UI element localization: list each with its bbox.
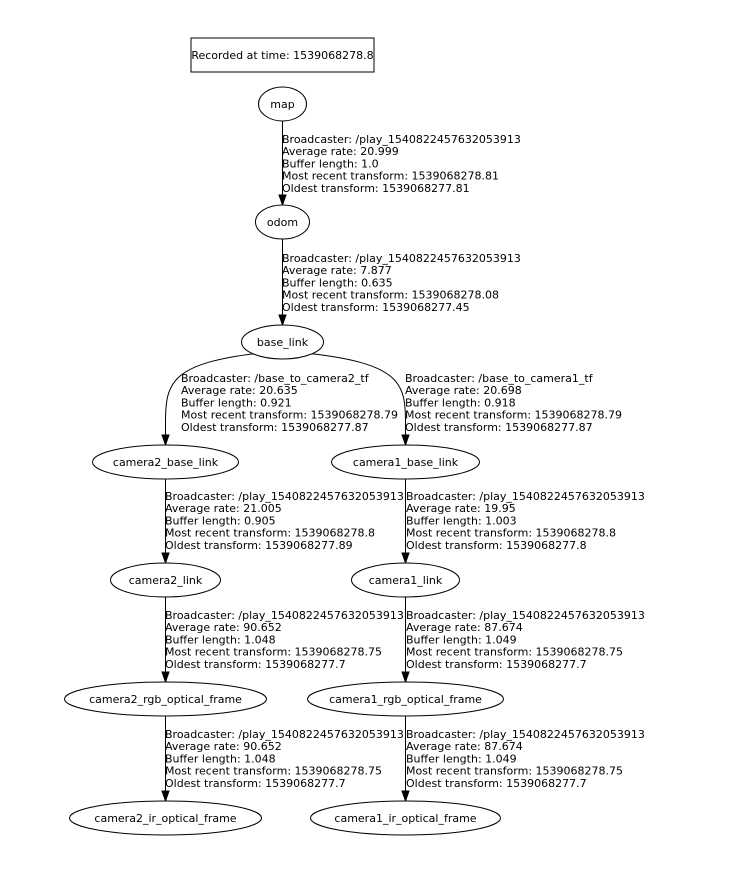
edge-label-line: Average rate: 87.674 [406, 740, 523, 754]
edge-label-line: Most recent transform: 1539068278.8 [165, 526, 376, 540]
node-camera2-ir-optical-frame [70, 801, 262, 835]
node-camera1-base-link [332, 445, 480, 479]
arrow-head-icon [279, 315, 286, 325]
edge-label-line: Most recent transform: 1539068278.75 [165, 645, 383, 659]
edge-label [181, 372, 398, 434]
edge-label-line: Broadcaster: /play_1540822457632053913 [282, 252, 521, 265]
edge-label-line: Broadcaster: /play_1540822457632053913 [165, 609, 404, 622]
edge-label-line: Broadcaster: /base_to_camera2_tf [181, 372, 369, 385]
edge-label-line: Oldest transform: 1539068277.7 [165, 657, 346, 671]
edge-label [406, 490, 645, 552]
node-label: base_link [256, 336, 309, 349]
arrow-head-icon [402, 672, 409, 682]
edge-label-line: Average rate: 19.95 [406, 502, 516, 516]
edge-label [282, 252, 521, 314]
edge-label-line: Oldest transform: 1539068277.89 [165, 538, 353, 552]
edge-label-line: Most recent transform: 1539068278.81 [282, 169, 500, 183]
edge-label-line: Buffer length: 1.049 [406, 752, 517, 766]
edge-label-line: Broadcaster: /play_1540822457632053913 [406, 609, 645, 622]
edge-label [165, 609, 404, 671]
node-label: camera2_base_link [112, 456, 219, 469]
edge-label-line: Oldest transform: 1539068277.81 [282, 181, 470, 195]
edge-label-line: Average rate: 87.674 [406, 621, 523, 635]
recorded-time-label: Recorded at time: 1539068278.8 [191, 49, 374, 62]
recorded-time-box [191, 38, 374, 72]
arrow-head-icon [279, 195, 286, 205]
edge-label-line: Most recent transform: 1539068278.08 [282, 288, 500, 302]
node-camera1-ir-optical-frame [311, 801, 501, 835]
edge-label [405, 372, 622, 434]
node-camera1-rgb-optical-frame [308, 682, 504, 716]
node-label: map [270, 98, 295, 111]
edge-label-line: Most recent transform: 1539068278.75 [165, 764, 383, 778]
edge-label [282, 133, 521, 195]
edge-label-line: Broadcaster: /base_to_camera1_tf [405, 372, 593, 385]
node-camera2-base-link [93, 445, 239, 479]
node-label: camera2_link [128, 574, 203, 587]
edge-label-line: Most recent transform: 1539068278.75 [406, 764, 624, 778]
edge-label [165, 490, 404, 552]
edge-label-line: Buffer length: 1.048 [165, 752, 276, 766]
node-camera2-link [111, 563, 221, 597]
arrow-head-icon [162, 791, 169, 801]
edge-label-line: Most recent transform: 1539068278.79 [405, 408, 623, 422]
node-odom [256, 205, 310, 239]
arrow-head-icon [162, 553, 169, 563]
edge-camera1-base-link-to-camera1-link [402, 479, 645, 563]
edge-label [406, 609, 645, 671]
edge-label-line: Average rate: 20.635 [181, 384, 298, 398]
edge-label-line: Oldest transform: 1539068277.87 [405, 420, 593, 434]
edge-label-line: Most recent transform: 1539068278.8 [406, 526, 617, 540]
edge-label-line: Average rate: 90.652 [165, 621, 282, 635]
edge-label-line: Broadcaster: /play_1540822457632053913 [406, 728, 645, 741]
edge-label-line: Most recent transform: 1539068278.75 [406, 645, 624, 659]
edge-label-line: Buffer length: 0.921 [181, 396, 292, 410]
edge-label-line: Average rate: 20.698 [405, 384, 522, 398]
node-camera1-link [352, 563, 460, 597]
edge-label-line: Oldest transform: 1539068277.7 [406, 657, 587, 671]
edge-label-line: Buffer length: 1.048 [165, 633, 276, 647]
edge-label-line: Buffer length: 0.918 [405, 396, 516, 410]
edge-label-line: Broadcaster: /play_1540822457632053913 [165, 728, 404, 741]
node-label: camera2_rgb_optical_frame [89, 693, 242, 706]
edge-camera2-base-link-to-camera2-link [162, 479, 404, 563]
edge-label-line: Buffer length: 1.049 [406, 633, 517, 647]
edge-label-line: Oldest transform: 1539068277.8 [406, 538, 587, 552]
edge-camera2-link-to-camera2-rgb-optical-frame [162, 597, 404, 682]
arrow-head-icon [162, 435, 169, 445]
edge-label-line: Buffer length: 0.635 [282, 276, 393, 290]
node-label: odom [266, 216, 299, 229]
edge-camera2-rgb-optical-frame-to-camera2-ir-optical-frame [162, 716, 404, 801]
edge-label-line: Buffer length: 1.003 [406, 514, 517, 528]
edge-label-line: Average rate: 21.005 [165, 502, 282, 516]
node-label: camera2_ir_optical_frame [94, 812, 237, 825]
edge-odom-to-base-link [279, 239, 521, 325]
edge-label-line: Oldest transform: 1539068277.7 [165, 776, 346, 790]
node-label: camera1_ir_optical_frame [334, 812, 477, 825]
arrow-head-icon [162, 672, 169, 682]
edge-camera1-link-to-camera1-rgb-optical-frame [402, 597, 645, 682]
node-base-link [242, 325, 324, 359]
edge-label-line: Buffer length: 0.905 [165, 514, 276, 528]
edge-label-line: Broadcaster: /play_1540822457632053913 [406, 490, 645, 503]
edge-label-line: Oldest transform: 1539068277.7 [406, 776, 587, 790]
node-label: camera1_rgb_optical_frame [329, 693, 482, 706]
edge-label-line: Oldest transform: 1539068277.87 [181, 420, 369, 434]
edge-label [406, 728, 645, 790]
arrow-head-icon [402, 553, 409, 563]
edge-label-line: Broadcaster: /play_1540822457632053913 [165, 490, 404, 503]
edge-label-line: Oldest transform: 1539068277.45 [282, 300, 470, 314]
edge-label-line: Broadcaster: /play_1540822457632053913 [282, 133, 521, 146]
node-label: camera1_link [368, 574, 443, 587]
edge-base-link-to-camera2-base-link [162, 353, 398, 445]
arrow-head-icon [402, 435, 409, 445]
node-camera2-rgb-optical-frame [65, 682, 267, 716]
edge-map-to-odom [279, 121, 521, 205]
edge-camera1-rgb-optical-frame-to-camera1-ir-optical-frame [402, 716, 645, 801]
edge-label-line: Most recent transform: 1539068278.79 [181, 408, 399, 422]
edge-label-line: Average rate: 7.877 [282, 264, 392, 278]
node-map [259, 87, 307, 121]
edge-label-line: Average rate: 20.999 [282, 145, 399, 159]
edge-label [165, 728, 404, 790]
edge-label-line: Average rate: 90.652 [165, 740, 282, 754]
node-label: camera1_base_link [352, 456, 459, 469]
edge-label-line: Buffer length: 1.0 [282, 157, 379, 171]
arrow-head-icon [402, 791, 409, 801]
